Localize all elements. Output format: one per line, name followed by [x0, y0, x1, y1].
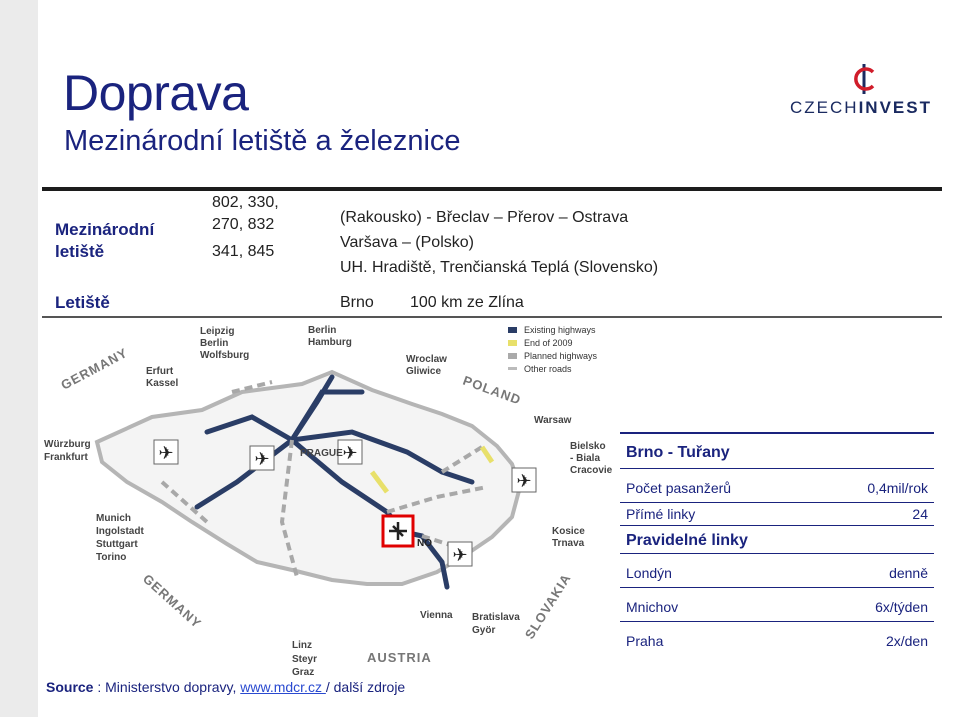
source-note [46, 679, 405, 695]
source-label: Source [46, 679, 94, 695]
country-label: GERMANY [58, 344, 131, 393]
svg-text:Berlin: Berlin [200, 338, 229, 349]
svg-text:Hamburg: Hamburg [308, 337, 352, 348]
svg-text:Gliwice: Gliwice [406, 366, 442, 377]
regular-lines-heading: Pravidelné linky [620, 526, 934, 554]
route-city: Praha [626, 633, 664, 649]
svg-text:Planned highways: Planned highways [524, 351, 598, 361]
svg-text:Warsaw: Warsaw [534, 415, 572, 426]
middle-divider [42, 316, 942, 318]
airport-name: Brno - Tuřany [620, 432, 934, 469]
czechinvest-logo [790, 62, 935, 117]
svg-text:Berlin: Berlin [308, 325, 337, 336]
direct-lines-row [620, 503, 934, 526]
svg-text:Györ: Györ [472, 625, 496, 636]
airport-city: Brno [340, 294, 374, 311]
svg-text:Steyr: Steyr [292, 654, 318, 665]
airplane-icon: ✈ [254, 449, 270, 469]
airplane-icon: ✈ [342, 443, 358, 463]
passengers-label: Počet pasanžerů [626, 480, 732, 496]
page-title: Doprava [63, 65, 249, 121]
rail-route: Varšava – (Polsko) [340, 234, 474, 251]
svg-text:PRAGUE: PRAGUE [300, 448, 343, 459]
svg-text:Bratislava: Bratislava [472, 612, 520, 623]
airplane-icon: ✈ [516, 471, 532, 491]
svg-text:Other roads: Other roads [524, 364, 572, 374]
airplane-icon: ✈ [158, 443, 174, 463]
svg-text:Cracovie: Cracovie [570, 465, 613, 476]
svg-text:Existing highways: Existing highways [524, 325, 596, 335]
transport-map [42, 322, 632, 678]
svg-text:Bielsko: Bielsko [570, 441, 606, 452]
direct-lines-value: 24 [912, 506, 928, 522]
svg-text:Kassel: Kassel [146, 378, 179, 389]
svg-text:- Biala: - Biala [570, 453, 601, 464]
svg-text:Linz: Linz [292, 640, 312, 651]
source-link[interactable]: www.mdcr.cz [240, 679, 326, 695]
left-margin-strip [0, 0, 38, 717]
svg-text:Stuttgart: Stuttgart [96, 539, 138, 550]
svg-text:Erfurt: Erfurt [146, 366, 174, 377]
rail-train-codes-2: 341, 845 [212, 243, 275, 260]
svg-text:Vienna: Vienna [420, 610, 453, 621]
logo-wordmark: CZECHINVEST [790, 98, 932, 117]
svg-text:Wolfsburg: Wolfsburg [200, 350, 250, 361]
route-frequency: 6x/týden [875, 599, 928, 615]
rail-routes [340, 205, 658, 280]
country-label: AUSTRIA [367, 650, 432, 665]
airport-distance: 100 km ze Zlína [410, 294, 524, 311]
svg-text:Trnava: Trnava [552, 538, 585, 549]
svg-text:End of 2009: End of 2009 [524, 338, 573, 348]
passengers-value: 0,4mil/rok [867, 480, 928, 496]
logo-mark-icon [847, 62, 881, 96]
top-divider [42, 187, 942, 191]
page-subtitle: Mezinárodní letiště a železnice [64, 125, 461, 157]
country-label: SLOVAKIA [521, 570, 574, 642]
svg-text:NO: NO [417, 538, 432, 549]
rail-route: UH. Hradiště, Trenčianská Teplá (Slovensko) [340, 259, 659, 276]
rail-section-label: Mezinárodní letiště [55, 220, 155, 261]
map-legend [508, 325, 598, 374]
svg-text:Würzburg: Würzburg [44, 439, 91, 450]
source-rest: / další zdroje [325, 679, 406, 695]
rail-route: (Rakousko) - Břeclav – Přerov – Ostrava [340, 209, 629, 226]
country-label: GERMANY [139, 571, 205, 632]
table-row [620, 622, 934, 655]
table-row [620, 588, 934, 622]
direct-lines-label: Přímé linky [626, 506, 696, 522]
svg-text:Wroclaw: Wroclaw [406, 354, 447, 365]
airport-section-label: Letiště [55, 293, 110, 312]
route-city: Londýn [626, 565, 672, 581]
svg-text:Kosice: Kosice [552, 526, 585, 537]
country-label: POLAND [460, 372, 524, 408]
airplane-icon: ✈ [452, 545, 468, 565]
svg-text:Munich: Munich [96, 513, 131, 524]
route-frequency: denně [889, 565, 928, 581]
svg-text:Leipzig: Leipzig [200, 326, 235, 337]
svg-text:Frankfurt: Frankfurt [44, 452, 88, 463]
route-frequency: 2x/den [885, 633, 928, 649]
svg-text:Torino: Torino [96, 552, 127, 563]
rail-train-codes: 802, 330, 270, 832 [212, 194, 279, 233]
table-row [620, 554, 934, 588]
svg-text:Ingolstadt: Ingolstadt [96, 526, 144, 537]
airport-info-table [620, 432, 934, 655]
source-text: : Ministerstvo dopravy, [93, 679, 241, 695]
svg-text:Graz: Graz [292, 667, 315, 678]
route-city: Mnichov [626, 599, 679, 615]
passengers-row [620, 469, 934, 503]
